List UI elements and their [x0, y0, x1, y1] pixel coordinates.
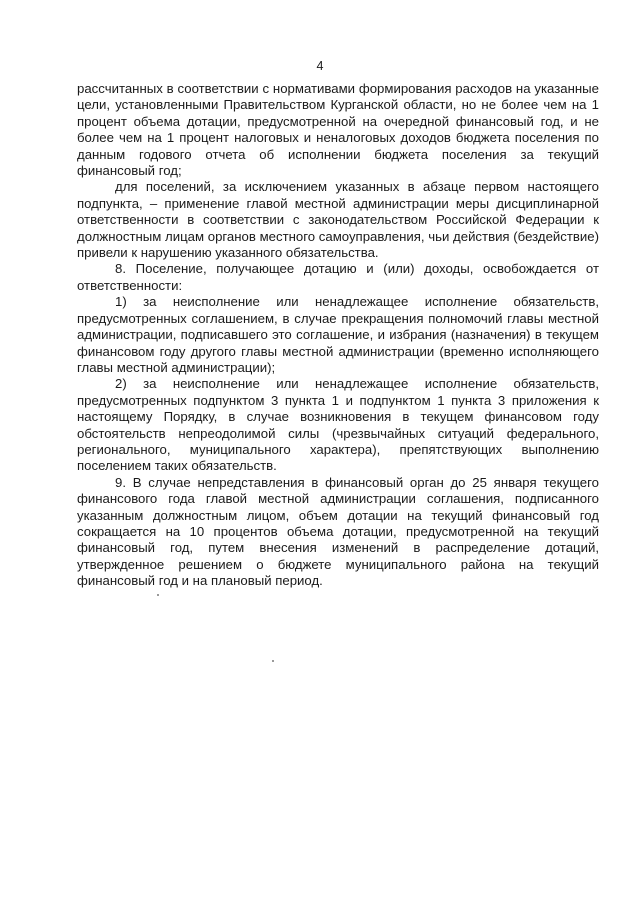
paragraph-item-8-2: 2) за неисполнение или ненадлежащее исполнение обязательств, предусмотренных подпунктом 3 пункта 1 и подпунктом 1 пункта 3 приложения к настоящему Порядку, в случае возникновения в текущем финансовом году обстоятельств непреодолимой силы (чрезвычайных ситуаций федерального, регионального, муниципального характера), препятствующих выполнению поселением таких обязательств.	[77, 376, 599, 474]
scan-speck	[272, 660, 274, 662]
paragraph-item-8-1: 1) за неисполнение или ненадлежащее исполнение обязательств, предусмотренных соглашением, в случае прекращения полномочий главы местной администрации, подписавшего это соглашение, и избрания (назначения) в текущем финансовом году другого главы местной администрации (временно исполняющего главы местной администрации);	[77, 294, 599, 375]
paragraph-other-settlements: для поселений, за исключением указанных в абзаце первом настоящего подпункта, – применение главой местной администрации меры дисциплинарной ответственности в соответствии с законодательством Российской Федерации к должностным лицам органов местного самоуправления, чьи действия (бездействие) привели к нарушению указанного обязательства.	[77, 179, 599, 261]
document-body	[77, 81, 599, 590]
paragraph-continuation: рассчитанных в соответствии с нормативами формирования расходов на указанные цели, установленными Правительством Курганской области, но не более чем на 1 процент объема дотации, предусмотренной на очередной финансовый год, и не более чем на 1 процент налоговых и неналоговых доходов бюджета поселения по данным годового отчета об исполнении бюджета поселения за текущий финансовый год;	[77, 81, 599, 179]
paragraph-item-9: 9. В случае непредставления в финансовый орган до 25 января текущего финансового года главой местной администрации соглашения, подписанного указанным должностным лицом, объем дотации на текущий финансовый год сокращается на 10 процентов объема дотации, предусмотренной на текущий финансовый год, путем внесения изменений в распределение дотаций, утвержденное решением о бюджете муниципального района на текущий финансовый год и на плановый период.	[77, 474, 599, 589]
paragraph-item-8: 8. Поселение, получающее дотацию и (или) доходы, освобождается от ответственности:	[77, 261, 599, 293]
page-number: 4	[316, 59, 324, 73]
scan-speck	[157, 594, 159, 596]
